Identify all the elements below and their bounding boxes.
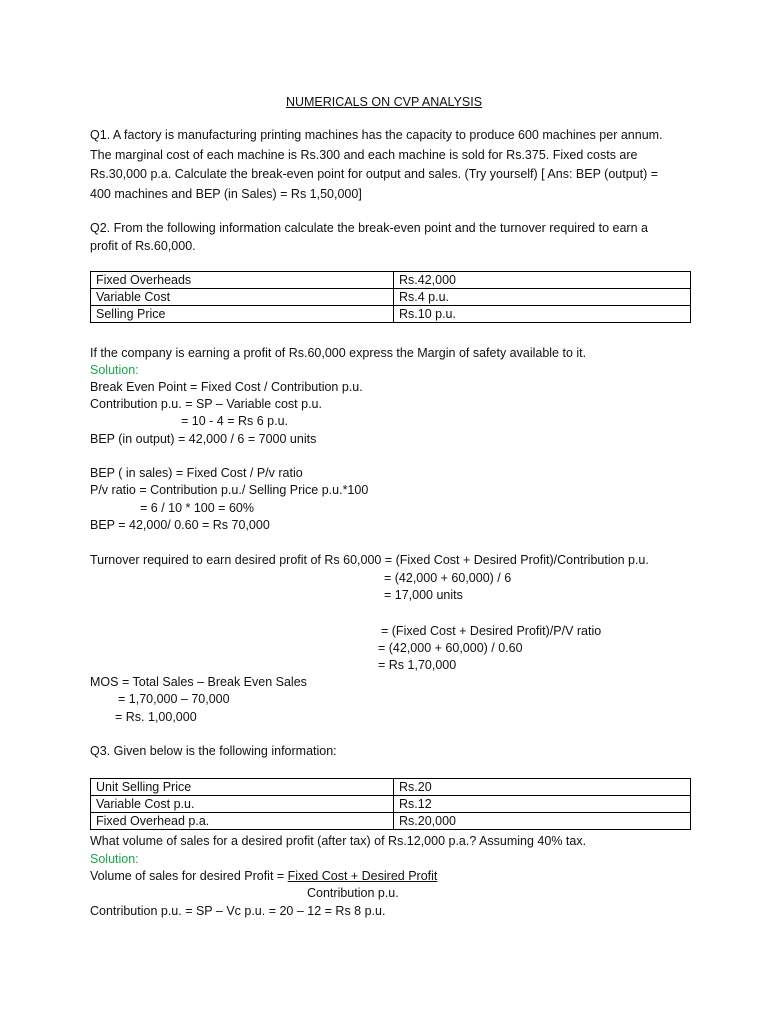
q2-turnover-line: = (42,000 + 60,000) / 0.60 <box>378 641 523 655</box>
q2-turnover-line: = (Fixed Cost + Desired Profit)/P/V ratio <box>381 624 602 638</box>
table-row <box>91 813 691 830</box>
table-row <box>91 796 691 813</box>
q2-solution-line: BEP (in output) = 42,000 / 6 = 7000 units <box>90 432 317 446</box>
table-cell: Rs.20 <box>394 779 691 796</box>
q2-mos-line: MOS = Total Sales – Break Even Sales <box>90 675 307 689</box>
q2-turnover-line: = (42,000 + 60,000) / 6 <box>384 571 512 585</box>
q2-solution-line: = 6 / 10 * 100 = 60% <box>140 501 254 515</box>
page-title: NUMERICALS ON CVP ANALYSIS <box>285 95 483 109</box>
table-row <box>91 306 691 323</box>
q3-info-table <box>90 778 691 830</box>
q2-question: If the company is earning a profit of Rs.60,000 express the Margin of safety available to it. <box>90 346 587 360</box>
q1-line-4: 400 machines and BEP (in Sales) = Rs 1,50,000] <box>90 187 362 201</box>
q2-line-2: profit of Rs.60,000. <box>90 239 196 253</box>
table-cell: Fixed Overheads <box>91 272 394 289</box>
table-cell: Rs.20,000 <box>394 813 691 830</box>
q3-line-1: Q3. Given below is the following information: <box>90 744 337 758</box>
q2-solution-line: = 10 - 4 = Rs 6 p.u. <box>181 414 289 428</box>
q3-solution-label: Solution: <box>90 852 139 866</box>
table-cell: Rs.4 p.u. <box>394 289 691 306</box>
table-row <box>91 272 691 289</box>
q1-line-1: Q1. A factory is manufacturing printing machines has the capacity to produce 600 machines per annum. <box>90 128 663 142</box>
table-cell: Rs.12 <box>394 796 691 813</box>
q3-volume-numerator: Fixed Cost + Desired Profit <box>287 869 438 883</box>
q2-line-1: Q2. From the following information calculate the break-even point and the turnover required to earn a <box>90 221 648 235</box>
q2-solution-line: BEP ( in sales) = Fixed Cost / P/v ratio <box>90 466 303 480</box>
q2-solution-label: Solution: <box>90 363 139 377</box>
q1-line-3: Rs.30,000 p.a. Calculate the break-even point for output and sales. (Try yourself) [ Ans: BEP (output) = <box>90 167 659 181</box>
q2-solution-line: Contribution p.u. = SP – Variable cost p.u. <box>90 397 322 411</box>
q2-mos-line: = Rs. 1,00,000 <box>115 710 197 724</box>
q2-solution-line: P/v ratio = Contribution p.u./ Selling Price p.u.*100 <box>90 483 369 497</box>
table-cell: Variable Cost p.u. <box>91 796 394 813</box>
q1-line-2: The marginal cost of each machine is Rs.300 and each machine is sold for Rs.375. Fixed costs are <box>90 148 638 162</box>
table-cell: Selling Price <box>91 306 394 323</box>
table-cell: Rs.10 p.u. <box>394 306 691 323</box>
q3-volume-denominator: Contribution p.u. <box>307 886 399 900</box>
q2-solution-line: BEP = 42,000/ 0.60 = Rs 70,000 <box>90 518 270 532</box>
q2-turnover-line: = 17,000 units <box>384 588 463 602</box>
q3-contribution-line: Contribution p.u. = SP – Vc p.u. = 20 – 12 = Rs 8 p.u. <box>90 904 386 918</box>
q3-question: What volume of sales for a desired profit (after tax) of Rs.12,000 p.a.? Assuming 40% tax. <box>90 834 587 848</box>
table-cell: Unit Selling Price <box>91 779 394 796</box>
table-cell: Rs.42,000 <box>394 272 691 289</box>
table-row <box>91 779 691 796</box>
table-cell: Variable Cost <box>91 289 394 306</box>
q2-mos-line: = 1,70,000 – 70,000 <box>118 692 230 706</box>
table-cell: Fixed Overhead p.a. <box>91 813 394 830</box>
q3-volume-formula <box>90 868 690 886</box>
q2-turnover-line: = Rs 1,70,000 <box>378 658 457 672</box>
q2-turnover-line: Turnover required to earn desired profit of Rs 60,000 = (Fixed Cost + Desired Profit)/Contribution p.u. <box>90 553 649 567</box>
q3-volume-prefix: Volume of sales for desired Profit = <box>90 869 288 883</box>
q2-info-table <box>90 271 691 323</box>
table-row <box>91 289 691 306</box>
q2-solution-line: Break Even Point = Fixed Cost / Contribution p.u. <box>90 380 363 394</box>
